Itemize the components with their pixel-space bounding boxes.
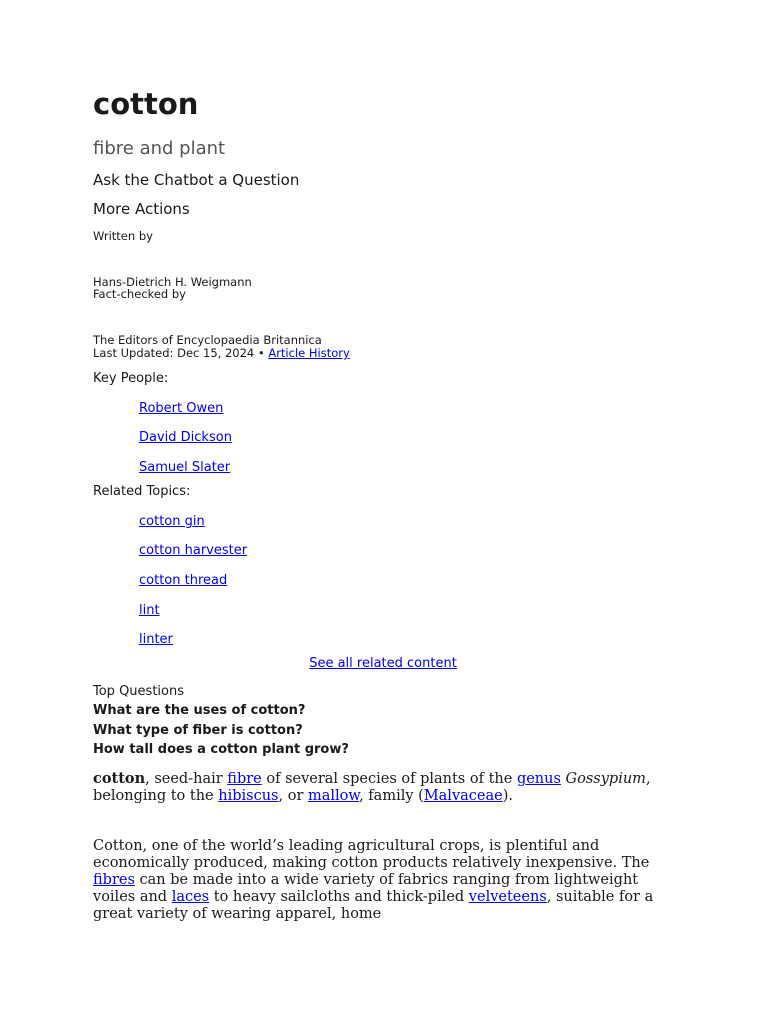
velveteens-link[interactable]: velveteens <box>468 889 547 905</box>
top-question-item[interactable]: What type of fiber is cotton? <box>93 723 303 738</box>
article-title: cotton <box>93 87 199 121</box>
author-name: Hans-Dietrich H. Weigmann <box>93 275 252 289</box>
separator-dot: • <box>257 346 265 360</box>
related-topics-label: Related Topics: <box>93 484 191 499</box>
see-all-container <box>93 656 673 672</box>
top-question-item[interactable]: What are the uses of cotton? <box>93 703 306 718</box>
written-by-label: Written by <box>93 229 153 243</box>
key-people-label: Key People: <box>93 371 169 386</box>
related-topic-link[interactable]: cotton gin <box>139 514 205 529</box>
text-run: ). <box>502 788 513 804</box>
related-topic-link[interactable]: cotton harvester <box>139 543 248 558</box>
mallow-link[interactable]: mallow <box>308 788 360 804</box>
related-topic-link[interactable]: lint <box>139 603 160 618</box>
key-person-link[interactable]: David Dickson <box>139 430 232 445</box>
related-topic-link[interactable]: linter <box>139 632 173 647</box>
text-run: , seed-hair <box>145 771 228 787</box>
malvaceae-link[interactable]: Malvaceae <box>423 788 503 804</box>
key-person-link[interactable]: Robert Owen <box>139 401 224 416</box>
text-run: , or <box>278 788 308 804</box>
key-person-link[interactable]: Samuel Slater <box>139 460 231 475</box>
last-updated-line <box>93 346 350 360</box>
article-subtitle: fibre and plant <box>93 138 226 159</box>
top-questions-label: Top Questions <box>93 684 184 699</box>
text-run: Cotton, one of the world’s leading agricultural crops, is plentiful and economically produced, making cotton products relatively inexpensive. The <box>93 838 650 871</box>
fibre-link[interactable]: fibre <box>227 771 262 787</box>
term-cotton: cotton <box>93 770 146 787</box>
text-run: can be made into a wide variety of fabrics ranging from lightweight voiles and <box>93 872 639 905</box>
fact-checked-label: Fact-checked by <box>93 287 186 301</box>
laces-link[interactable]: laces <box>171 889 210 905</box>
genus-link[interactable]: genus <box>516 771 561 787</box>
fibres-link[interactable]: fibres <box>93 872 135 888</box>
second-paragraph <box>93 838 673 923</box>
text-run: , family ( <box>359 788 424 804</box>
see-all-related-link[interactable]: See all related content <box>309 656 457 671</box>
text-run: , belonging to the <box>93 771 651 804</box>
related-topic-link[interactable]: cotton thread <box>139 573 228 588</box>
last-updated-text: Last Updated: Dec 15, 2024 <box>93 346 255 360</box>
ask-chatbot-button[interactable]: Ask the Chatbot a Question <box>93 171 300 189</box>
text-run: to heavy sailcloths and thick-piled <box>209 889 469 905</box>
intro-paragraph <box>93 770 673 805</box>
text-run: of several species of plants of the <box>261 771 517 787</box>
text-run: , suitable for a great variety of wearing apparel, home <box>93 889 654 922</box>
genus-name: Gossypium <box>565 771 646 787</box>
top-question-item[interactable]: How tall does a cotton plant grow? <box>93 742 349 757</box>
article-history-link[interactable]: Article History <box>268 346 350 360</box>
more-actions-button[interactable]: More Actions <box>93 200 190 218</box>
hibiscus-link[interactable]: hibiscus <box>218 788 279 804</box>
fact-checker-name: The Editors of Encyclopaedia Britannica <box>93 333 322 347</box>
